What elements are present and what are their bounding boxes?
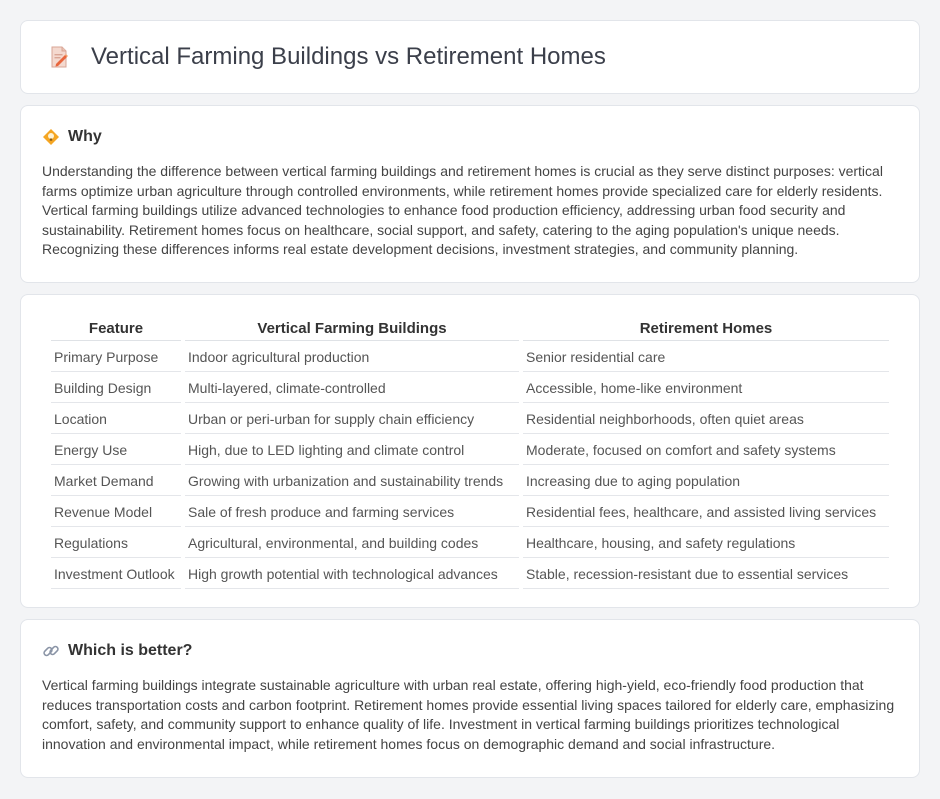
table-cell: Sale of fresh produce and farming services: [185, 496, 519, 527]
document-edit-icon: [47, 45, 71, 69]
table-row: [51, 465, 889, 496]
link-icon: [42, 642, 60, 660]
comparison-table: [47, 315, 893, 589]
table-cell: Senior residential care: [523, 341, 889, 372]
table-cell: Increasing due to aging population: [523, 465, 889, 496]
table-cell: Revenue Model: [51, 496, 181, 527]
table-header-row: [51, 315, 889, 341]
table-cell: Building Design: [51, 372, 181, 403]
column-header: Feature: [51, 315, 181, 341]
title-card: [20, 20, 920, 94]
column-header: Retirement Homes: [523, 315, 889, 341]
table-cell: Residential neighborhoods, often quiet areas: [523, 403, 889, 434]
why-section: [20, 105, 920, 283]
column-header: Vertical Farming Buildings: [185, 315, 519, 341]
table-cell: Residential fees, healthcare, and assisted living services: [523, 496, 889, 527]
table-row: [51, 434, 889, 465]
why-text: Understanding the difference between vertical farming buildings and retirement homes is crucial as they serve distinct purposes: vertical farms optimize urban agriculture through controlled environments, while retirement homes provide specialized care for elderly residents. Vertical farming buildings utilize advanced technologies to enhance food production efficiency, addressing urban food security and sustainability. Retirement homes focus on healthcare, social support, and safety, catering to the aging population's unique needs. Recognizing these differences informs real estate development decisions, investment strategies, and community planning.: [42, 163, 883, 258]
comparison-table-card: [20, 294, 920, 608]
table-cell: Multi-layered, climate-controlled: [185, 372, 519, 403]
table-cell: Agricultural, environmental, and building codes: [185, 527, 519, 558]
table-cell: Moderate, focused on comfort and safety systems: [523, 434, 889, 465]
table-cell: Market Demand: [51, 465, 181, 496]
why-heading: Why: [68, 128, 102, 145]
diamond-bulb-icon: [42, 128, 60, 146]
table-row: [51, 372, 889, 403]
better-text: Vertical farming buildings integrate sustainable agriculture with urban real estate, offering high-yield, eco-friendly food production that reduces transportation costs and carbon footprint. Retirement homes provide essential living spaces tailored for elderly care, emphasizing comfort, safety, and community support to enhance quality of life. Investment in vertical farming buildings prioritizes technological innovation and environmental impact, while retirement homes focus on demographic demand and social infrastructure.: [42, 677, 895, 752]
table-row: [51, 496, 889, 527]
table-row: [51, 403, 889, 434]
table-cell: Urban or peri-urban for supply chain efficiency: [185, 403, 519, 434]
table-row: [51, 341, 889, 372]
table-row: [51, 527, 889, 558]
table-cell: Accessible, home-like environment: [523, 372, 889, 403]
table-row: [51, 558, 889, 589]
better-heading: Which is better?: [68, 642, 193, 659]
which-is-better-section: [20, 619, 920, 778]
better-header: [42, 642, 898, 660]
table-cell: Stable, recession-resistant due to essential services: [523, 558, 889, 589]
page-title: Vertical Farming Buildings vs Retirement Homes: [91, 43, 606, 70]
table-cell: Regulations: [51, 527, 181, 558]
table-cell: High growth potential with technological advances: [185, 558, 519, 589]
table-cell: Location: [51, 403, 181, 434]
table-cell: High, due to LED lighting and climate control: [185, 434, 519, 465]
table-cell: Primary Purpose: [51, 341, 181, 372]
table-cell: Healthcare, housing, and safety regulations: [523, 527, 889, 558]
table-cell: Indoor agricultural production: [185, 341, 519, 372]
why-header: [42, 128, 898, 146]
table-cell: Investment Outlook: [51, 558, 181, 589]
table-cell: Growing with urbanization and sustainability trends: [185, 465, 519, 496]
table-cell: Energy Use: [51, 434, 181, 465]
